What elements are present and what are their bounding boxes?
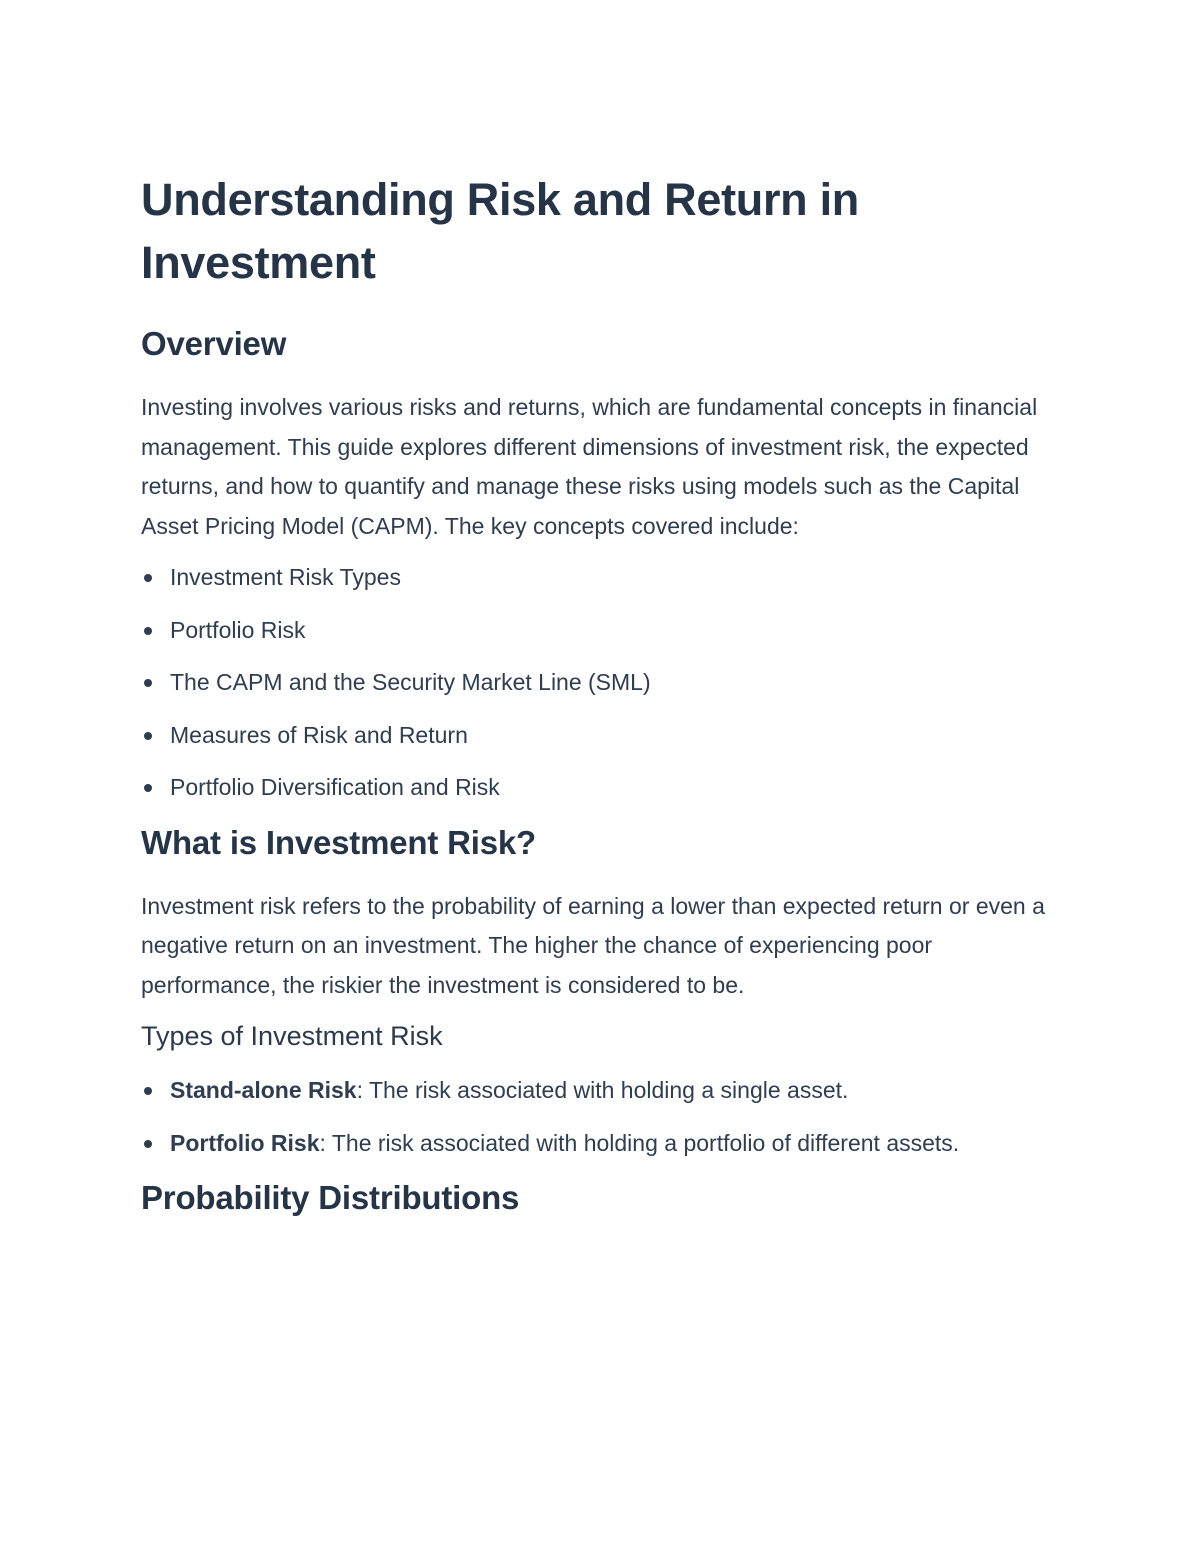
term-label: Stand-alone Risk — [170, 1077, 357, 1103]
list-item: Investment Risk Types — [141, 558, 1060, 598]
term-description: : The risk associated with holding a single asset. — [356, 1077, 849, 1103]
list-item — [141, 1071, 1060, 1111]
bullet-icon — [144, 679, 152, 687]
list-item: Portfolio Risk — [141, 611, 1060, 651]
key-concepts-list — [141, 558, 1060, 808]
bullet-icon — [144, 574, 152, 582]
term-label: Portfolio Risk — [170, 1129, 320, 1156]
list-item: The CAPM and the Security Market Line (SML) — [141, 663, 1060, 703]
probability-heading: Probability Distributions — [141, 1179, 520, 1216]
list-item: Measures of Risk and Return — [141, 716, 1060, 756]
list-item — [141, 1124, 1060, 1164]
investment-risk-heading: What is Investment Risk? — [141, 823, 536, 861]
bullet-icon — [144, 732, 152, 740]
bullet-icon — [144, 1140, 152, 1148]
investment-risk-paragraph: Investment risk refers to the probability of earning a lower than expected return or even a negative return on an investment. The higher the chance of experiencing poor performance, the riskier the investment is considered to be. — [141, 892, 1045, 998]
risk-types-list — [141, 1071, 1060, 1163]
term-description: : The risk associated with holding a portfolio of different assets. — [319, 1129, 960, 1156]
bullet-icon — [144, 1087, 152, 1095]
list-item: Portfolio Diversification and Risk — [141, 768, 1060, 808]
page-title: Understanding Risk and Return in Investment — [141, 174, 859, 288]
bullet-icon — [144, 627, 152, 635]
risk-types-heading: Types of Investment Risk — [141, 1021, 443, 1051]
bullet-icon — [144, 784, 152, 792]
overview-paragraph: Investing involves various risks and returns, which are fundamental concepts in financial management. This guide explores different dimensions of investment risk, the expected returns, and how to quantify and manage these risks using models such as the Capital Asset Pricing Model (CAPM). The key concepts covered include: — [141, 394, 1038, 539]
overview-heading: Overview — [141, 325, 287, 362]
